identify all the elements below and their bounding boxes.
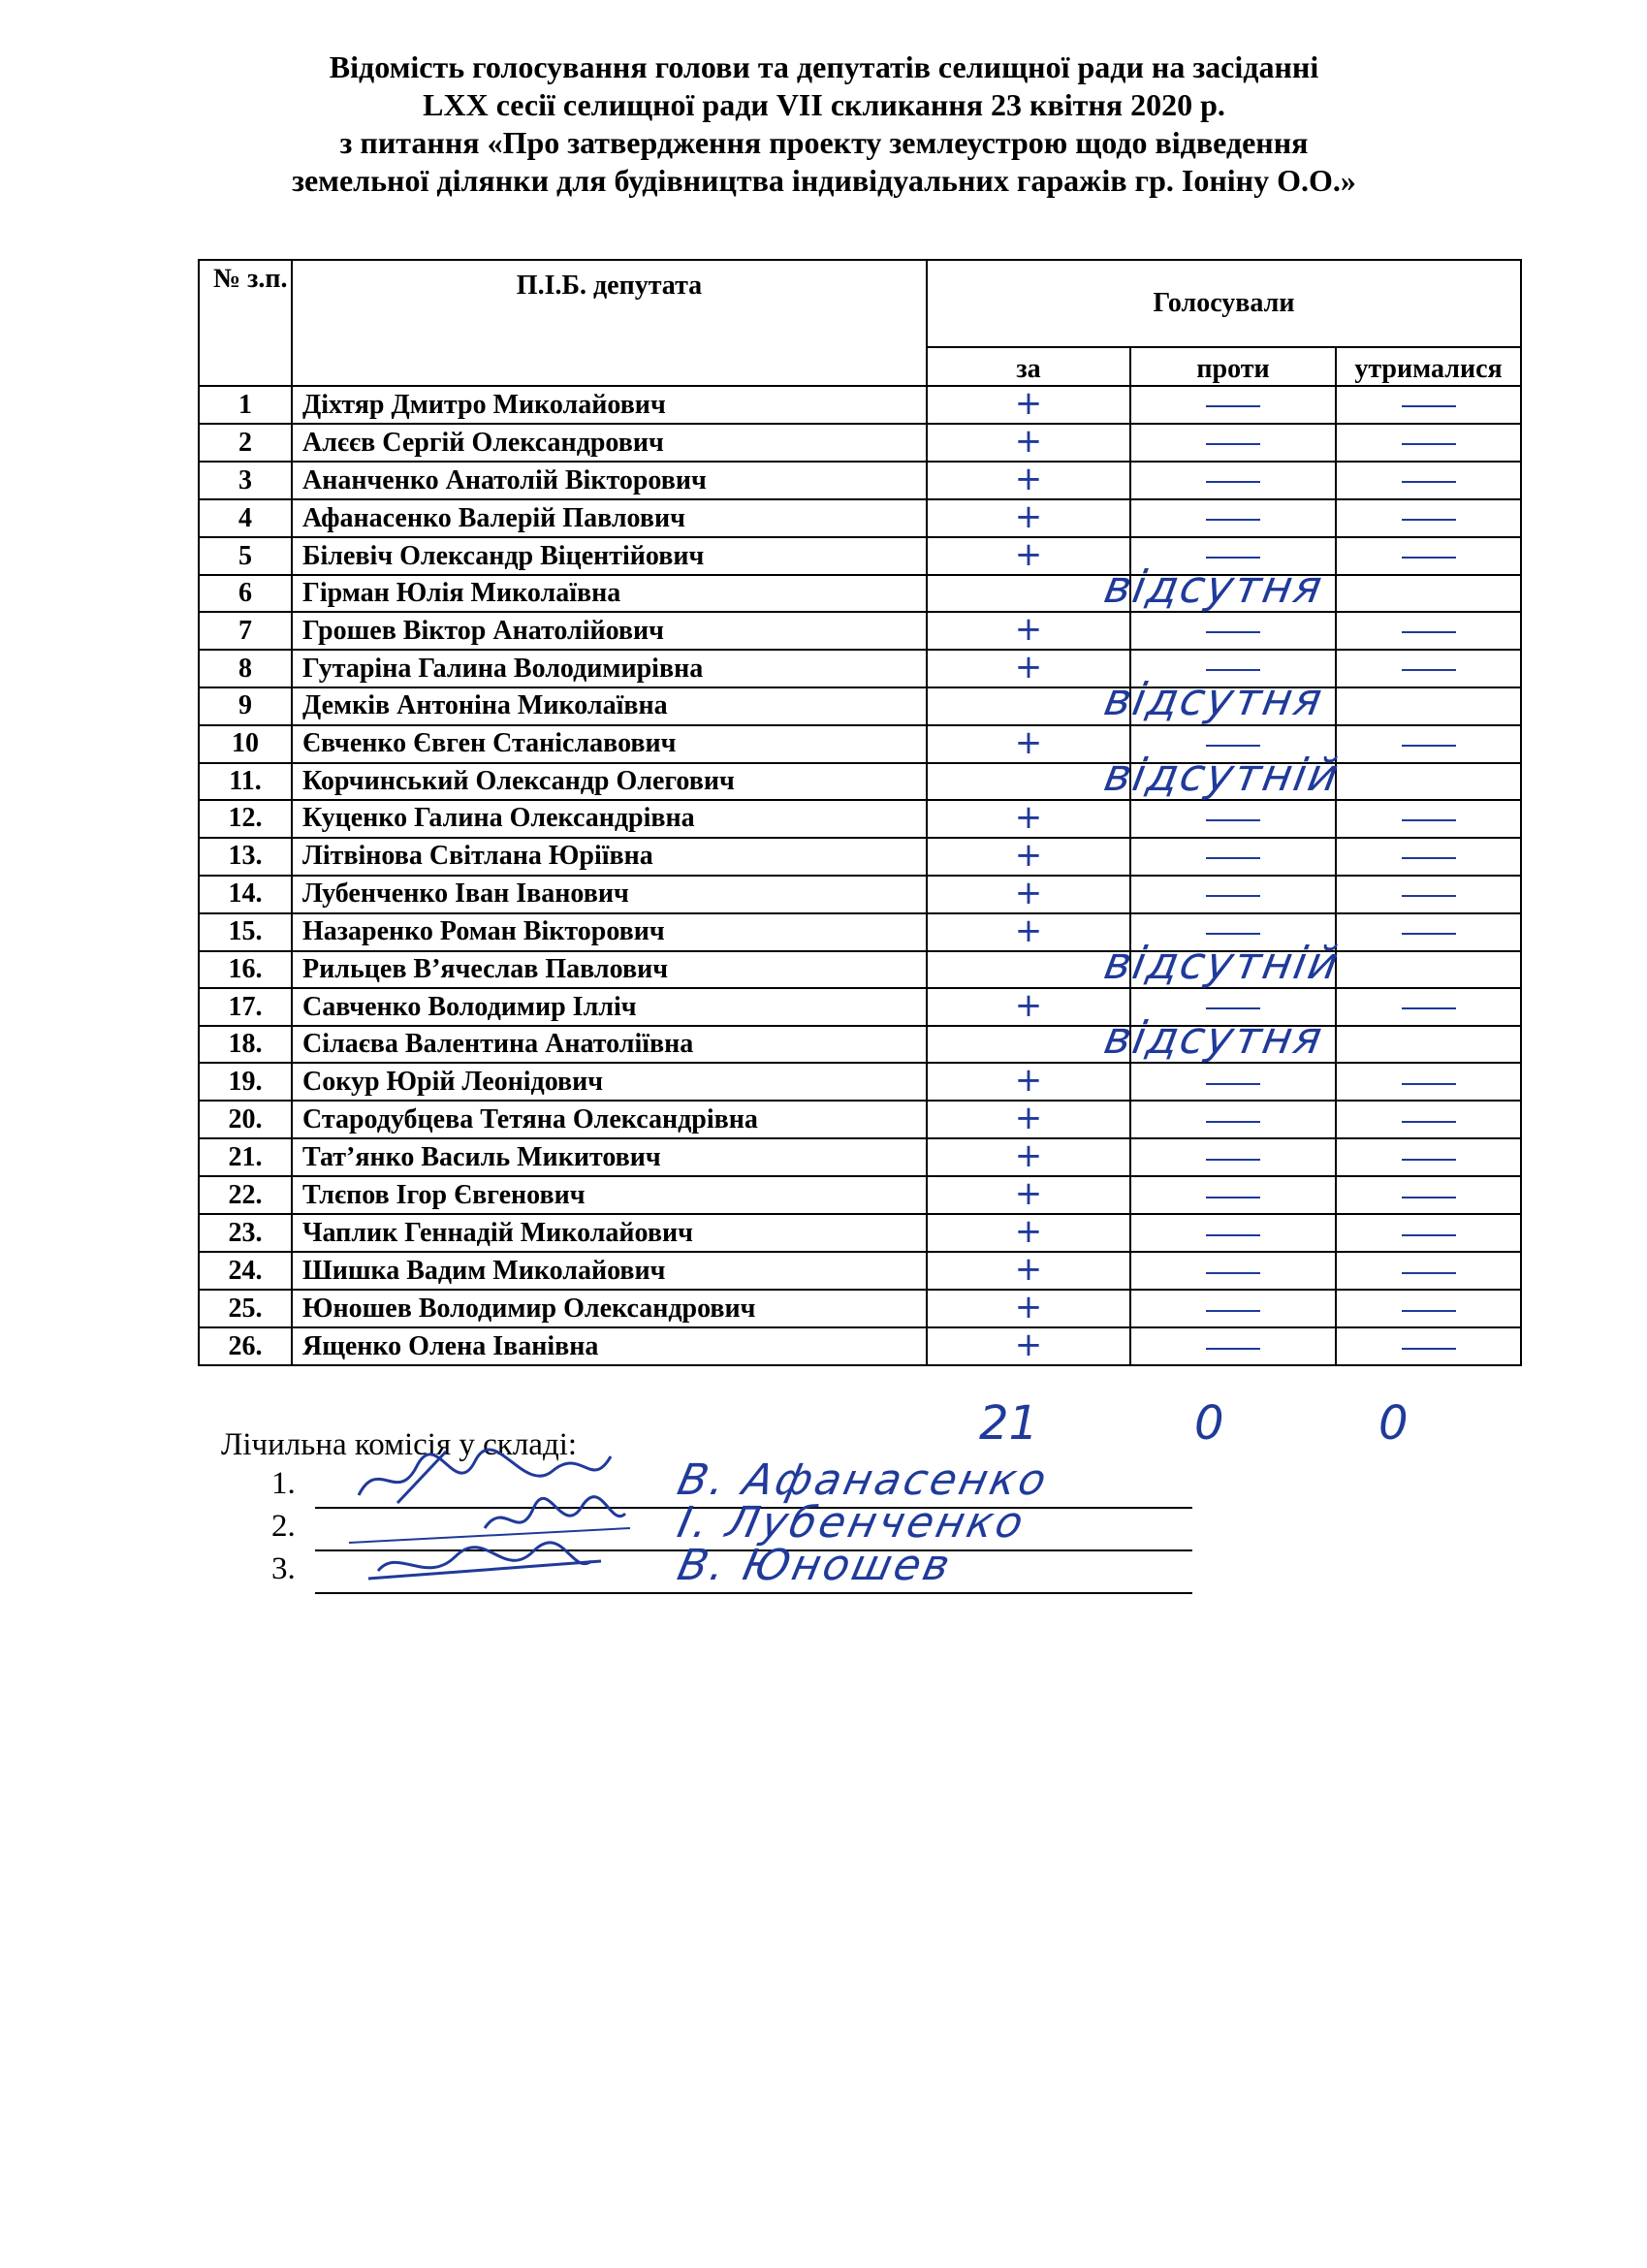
dash-mark [1402,631,1456,633]
deputy-name: Савченко Володимир Ілліч [292,988,927,1026]
vote-cell-for [927,838,1130,876]
title-line: Відомість голосування голови та депутатів селищної ради на засіданні [329,49,1319,84]
vote-cell-against [1130,499,1336,537]
plus-mark: + [1014,1327,1043,1365]
vote-cell-against [1130,462,1336,499]
absent-note: відсутня [1100,560,1328,613]
vote-cell-against [1130,612,1336,650]
plus-mark: + [1014,799,1043,837]
table-row [199,386,1521,424]
table-row [199,1101,1521,1138]
vote-cell-for [927,725,1130,763]
row-number: 24. [199,1252,292,1290]
dash-mark [1402,857,1456,859]
dash-mark [1402,1159,1456,1161]
header-name: П.І.Б. депутата [292,260,927,386]
row-number: 11. [199,763,292,800]
vote-cell-abstained [1336,1327,1521,1365]
vote-cell-for [927,1138,1130,1176]
vote-cell-against [1130,1290,1336,1327]
deputy-name: Стародубцева Тетяна Олександрівна [292,1101,927,1138]
vote-cell-against [1130,1176,1336,1214]
vote-cell-against [1130,1138,1336,1176]
plus-mark: + [1014,386,1043,423]
vote-cell-for [927,499,1130,537]
table-row [199,1063,1521,1101]
dash-mark [1206,1310,1260,1312]
plus-mark: + [1014,1138,1043,1176]
row-number: 22. [199,1176,292,1214]
dash-mark [1402,1234,1456,1236]
vote-cell-abstained [1336,800,1521,838]
dash-mark [1206,1348,1260,1350]
deputy-name: Ященко Олена Іванівна [292,1327,927,1365]
plus-mark: + [1014,875,1043,912]
deputy-name: Юношев Володимир Олександрович [292,1290,927,1327]
deputy-name: Діхтяр Дмитро Миколайович [292,386,927,424]
vote-cell-for [927,1101,1130,1138]
vote-cell-against [1130,1327,1336,1365]
deputy-name: Лубенченко Іван Іванович [292,876,927,913]
vote-cell-against [1130,1063,1336,1101]
deputy-name: Євченко Євген Станіславович [292,725,927,763]
plus-mark: + [1014,612,1043,650]
dash-mark [1206,1234,1260,1236]
dash-mark [1402,895,1456,897]
title-line: LXX сесії селищної ради VII скликання 23 квітня 2020 р. [423,87,1225,122]
vote-cell-for [927,1214,1130,1252]
vote-cell-abstained [1336,1214,1521,1252]
deputy-name: Назаренко Роман Вікторович [292,913,927,951]
vote-cell-abstained [1336,499,1521,537]
plus-mark: + [1014,499,1043,536]
header-for: за [927,347,1130,386]
vote-cell-for [927,650,1130,687]
vote-cell-abstained [1336,612,1521,650]
vote-cell-for [927,1290,1130,1327]
member-name: В. Афанасенко [673,1455,1054,1505]
row-number: 8 [199,650,292,687]
dash-mark [1206,1007,1260,1009]
deputy-name: Грошев Віктор Анатолійович [292,612,927,650]
title-line: земельної ділянки для будівництва індивідуальних гаражів гр. Іоніну О.О.» [292,163,1356,198]
dash-mark [1402,1310,1456,1312]
row-number: 4 [199,499,292,537]
member-number: 3. [271,1551,296,1586]
vote-cell-against [1130,1214,1336,1252]
row-number: 17. [199,988,292,1026]
dash-mark [1402,933,1456,935]
vote-cell-against [1130,876,1336,913]
table-row [199,424,1521,462]
plus-mark: + [1014,650,1043,687]
deputy-name: Шишка Вадим Миколайович [292,1252,927,1290]
deputy-name: Афанасенко Валерій Павлович [292,499,927,537]
plus-mark: + [1014,988,1043,1026]
vote-cell-abstained [1336,386,1521,424]
plus-mark: + [1014,1214,1043,1252]
dash-mark [1206,557,1260,559]
dash-mark [1206,1272,1260,1274]
plus-mark: + [1014,537,1043,574]
table-row [199,612,1521,650]
row-number: 16. [199,951,292,988]
total-against: 0 [1194,1396,1224,1451]
absent-note: відсутня [1100,1011,1328,1064]
vote-cell-abstained [1336,1063,1521,1101]
dash-mark [1402,1272,1456,1274]
table-row [199,499,1521,537]
dash-mark [1206,819,1260,821]
dash-mark [1402,557,1456,559]
dash-mark [1402,1348,1456,1350]
dash-mark [1402,1083,1456,1085]
row-number: 1 [199,386,292,424]
vote-cell-abstained [1336,462,1521,499]
vote-cell-against [1130,386,1336,424]
vote-cell-for [927,687,1130,724]
row-number: 13. [199,838,292,876]
dash-mark [1206,745,1260,747]
plus-mark: + [1014,912,1043,950]
absent-note: відсутній [1100,937,1345,989]
vote-cell-for [927,386,1130,424]
vote-cell-for [927,1063,1130,1101]
deputy-name: Гутаріна Галина Володимирівна [292,650,927,687]
dash-mark [1402,669,1456,671]
row-number: 15. [199,913,292,951]
row-number: 20. [199,1101,292,1138]
header-abstained: утрималися [1336,347,1521,386]
plus-mark: + [1014,424,1043,461]
plus-mark: + [1014,724,1043,762]
commission-label: Лічильна комісія у складі: [221,1427,578,1462]
vote-cell-against [1130,800,1336,838]
row-number: 6 [199,575,292,612]
row-number: 3 [199,462,292,499]
commission-member [271,1541,1192,1596]
dash-mark [1402,405,1456,407]
vote-cell-for [927,800,1130,838]
vote-cell-abstained [1336,424,1521,462]
absent-note: відсутній [1100,749,1345,801]
deputy-name: Ананченко Анатолій Вікторович [292,462,927,499]
vote-cell-for [927,988,1130,1026]
dash-mark [1206,933,1260,935]
dash-mark [1206,1121,1260,1123]
member-name: І. Лубенченко [673,1498,1030,1548]
document-title [194,48,1454,200]
vote-cell-for [927,612,1130,650]
row-number: 9 [199,687,292,724]
voting-table [198,259,1522,1366]
total-abstained: 0 [1378,1396,1409,1451]
member-number: 2. [271,1509,296,1544]
vote-cell-for [927,951,1130,988]
dash-mark [1402,819,1456,821]
plus-mark: + [1014,1252,1043,1290]
dash-mark [1206,631,1260,633]
vote-cell-for [927,1252,1130,1290]
vote-cell-abstained [1336,1138,1521,1176]
signature-scribble-icon [339,1532,630,1592]
row-number: 18. [199,1026,292,1063]
vote-cell-for [927,876,1130,913]
vote-cell-against [1130,424,1336,462]
deputy-name: Сілаєва Валентина Анатоліївна [292,1026,927,1063]
member-number: 1. [271,1466,296,1501]
plus-mark: + [1014,1063,1043,1101]
table-row [199,1176,1521,1214]
dash-mark [1206,895,1260,897]
dash-mark [1206,405,1260,407]
member-name: В. Юношев [673,1541,958,1590]
dash-mark [1206,519,1260,521]
deputy-name: Куценко Галина Олександрівна [292,800,927,838]
row-number: 23. [199,1214,292,1252]
row-number: 12. [199,800,292,838]
signature-line [315,1592,1192,1594]
row-number: 5 [199,537,292,575]
dash-mark [1206,1197,1260,1198]
header-voted: Голосували [927,260,1521,347]
deputy-name: Гірман Юлія Миколаївна [292,575,927,612]
plus-mark: + [1014,462,1043,498]
header-number: № з.п. [199,260,292,386]
vote-cell-abstained [1336,1101,1521,1138]
vote-cell-for [927,1327,1130,1365]
vote-cell-abstained [1336,838,1521,876]
deputy-name: Сокур Юрій Леонідович [292,1063,927,1101]
vote-cell-against [1130,1252,1336,1290]
dash-mark [1402,745,1456,747]
table-row [199,1214,1521,1252]
vote-cell-for [927,537,1130,575]
deputy-name: Рильцев В’ячеслав Павлович [292,951,927,988]
dash-mark [1402,1197,1456,1198]
row-number: 19. [199,1063,292,1101]
dash-mark [1206,481,1260,483]
dash-mark [1206,857,1260,859]
header-against: проти [1130,347,1336,386]
vote-cell-for [927,575,1130,612]
vote-cell-against [1130,838,1336,876]
plus-mark: + [1014,1176,1043,1214]
table-row [199,838,1521,876]
table-body [199,386,1521,1365]
row-number: 21. [199,1138,292,1176]
dash-mark [1206,443,1260,445]
vote-cell-against [1130,1101,1336,1138]
row-number: 25. [199,1290,292,1327]
vote-cell-for [927,462,1130,499]
dash-mark [1402,1121,1456,1123]
row-number: 14. [199,876,292,913]
deputy-name: Тлєпов Ігор Євгенович [292,1176,927,1214]
table-row [199,1290,1521,1327]
plus-mark: + [1014,837,1043,875]
row-number: 7 [199,612,292,650]
plus-mark: + [1014,1101,1043,1138]
dash-mark [1402,481,1456,483]
row-number: 26. [199,1327,292,1365]
deputy-name: Корчинський Олександр Олегович [292,763,927,800]
vote-cell-for [927,1026,1130,1063]
row-number: 2 [199,424,292,462]
deputy-name: Чаплик Геннадій Миколайович [292,1214,927,1252]
dash-mark [1402,1007,1456,1009]
table-row [199,1252,1521,1290]
table-row [199,800,1521,838]
title-line: з питання «Про затвердження проекту землеустрою щодо відведення [339,125,1309,160]
dash-mark [1206,1159,1260,1161]
vote-cell-abstained [1336,1252,1521,1290]
vote-cell-abstained [1336,876,1521,913]
row-number: 10 [199,725,292,763]
dash-mark [1402,519,1456,521]
deputy-name: Алєєв Сергій Олександрович [292,424,927,462]
vote-cell-abstained [1336,1176,1521,1214]
total-for: 21 [979,1396,1039,1451]
deputy-name: Демків Антоніна Миколаївна [292,687,927,724]
deputy-name: Літвінова Світлана Юріївна [292,838,927,876]
vote-cell-for [927,913,1130,951]
vote-cell-for [927,1176,1130,1214]
dash-mark [1206,1083,1260,1085]
dash-mark [1402,443,1456,445]
table-row [199,1327,1521,1365]
absent-note: відсутня [1100,673,1328,725]
table-row [199,876,1521,913]
deputy-name: Білевіч Олександр Віцентійович [292,537,927,575]
table-row [199,1138,1521,1176]
deputy-name: Тат’янко Василь Микитович [292,1138,927,1176]
plus-mark: + [1014,1290,1043,1327]
vote-cell-for [927,763,1130,800]
dash-mark [1206,669,1260,671]
vote-cell-for [927,424,1130,462]
table-row [199,462,1521,499]
vote-cell-abstained [1336,1290,1521,1327]
